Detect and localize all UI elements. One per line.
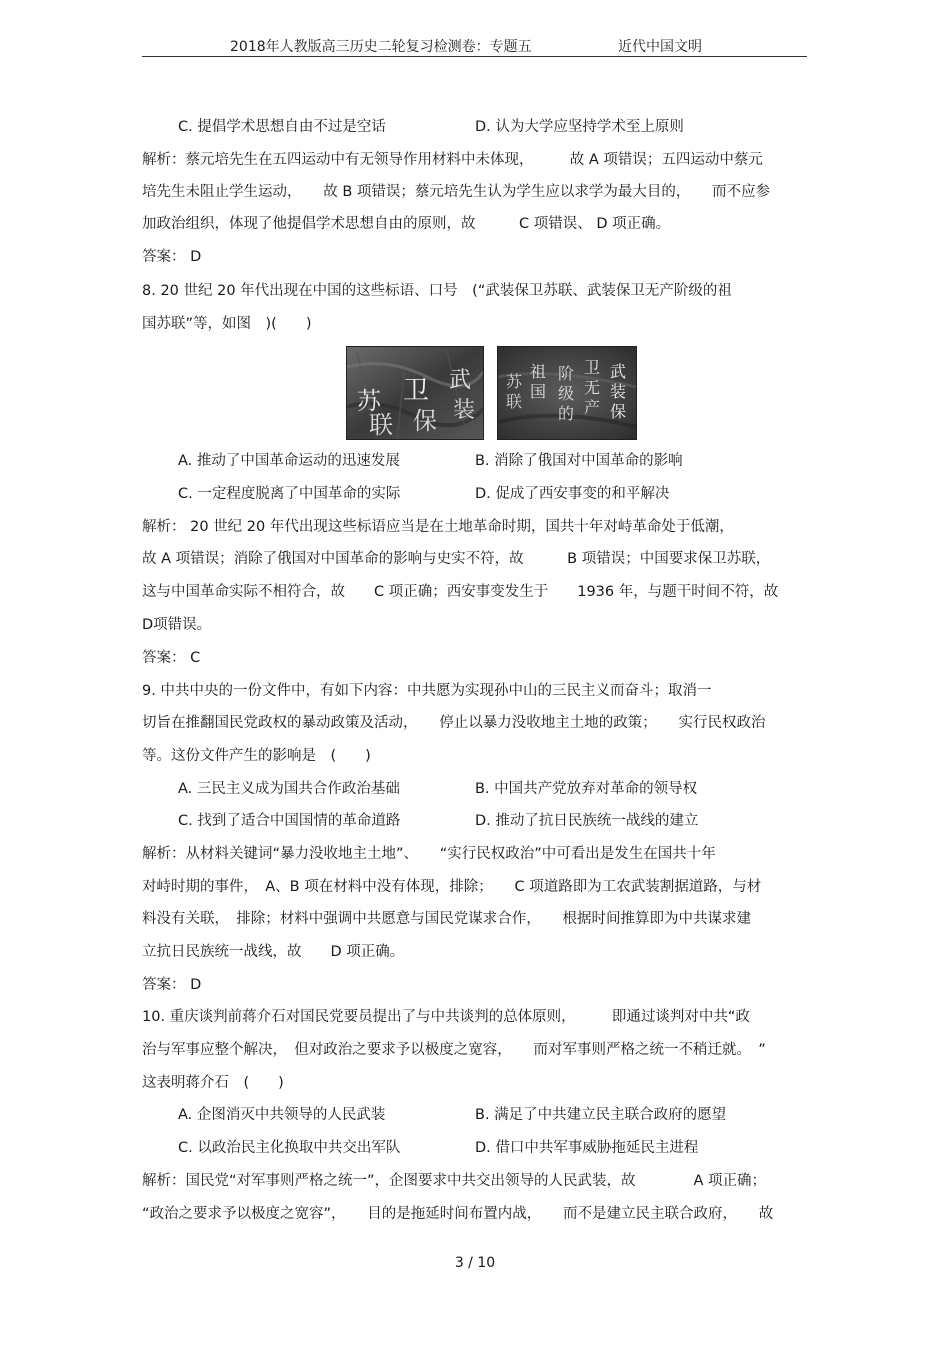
q10-stem-line2: 治与军事应整个解决， 但对政治之要求予以极度之宽容， 而对军事则严格之统一不稍迁就。 ” [142, 1042, 766, 1058]
photo-right-char-3: 保 [610, 402, 627, 421]
photo-left-char-4: 保 [413, 407, 437, 435]
q10-explanation-line2: “政治之要求予以极度之宽容”， 目的是拖延时间布置内战， 而不是建立民主联合政府， 故 [142, 1206, 774, 1222]
photo-right-char-2: 装 [610, 382, 627, 401]
photo-left-char-3: 卫 [403, 376, 430, 406]
q8-explanation-line3: 这与中国革命实际不相符合，故 C 项正确；西安事变发生于 1936 年，与题干时间不符，故 [142, 584, 779, 600]
q8-explanation-line2: 故 A 项错误；消除了俄国对中国革命的影响与史实不符，故 B 项错误；中国要求保卫苏联， [142, 551, 771, 567]
q8-option-d: D. 促成了西安事变的和平解决 [475, 486, 670, 502]
q10-option-b: B. 满足了中共建立民主联合政府的愿望 [475, 1107, 727, 1123]
q8-option-a: A. 推动了中国革命运动的迅速发展 [178, 453, 400, 469]
q10-stem-line1: 10. 重庆谈判前蒋介石对国民党要员提出了与中共谈判的总体原则， 即通过谈判对中共“政 [142, 1009, 750, 1025]
photo-right-char-5: 无 [584, 378, 601, 397]
photo-right-char-10: 祖 [530, 362, 547, 381]
q9-option-d: D. 推动了抗日民族统一战线的建立 [475, 813, 699, 829]
photo-right-char-1: 武 [610, 362, 627, 381]
q7-explanation-line3: 加政治组织，体现了他提倡学术思想自由的原则，故 C 项错误、 D 项正确。 [142, 216, 671, 232]
q8-stem-line2: 国苏联”等，如图 )( ) [142, 316, 312, 332]
q9-option-a: A. 三民主义成为国共合作政治基础 [178, 781, 400, 797]
photo-left-char-1: 苏 [357, 387, 381, 415]
q9-stem-line2: 切旨在推翻国民党政权的暴动政策及活动， 停止以暴力没收地主土地的政策； 实行民权政治 [142, 715, 766, 731]
q9-answer: 答案： D [142, 977, 202, 993]
photo-right-char-13: 联 [506, 392, 523, 411]
photo-right-char-9: 的 [558, 404, 575, 423]
q9-explanation-line1: 解析：从材料关键词“暴力没收地主土地”、 “实行民权政治”中可看出是发生在国共十年 [142, 846, 716, 862]
q7-answer: 答案： D [142, 249, 202, 265]
q10-stem-line3: 这表明蒋介石 ( ) [142, 1075, 284, 1091]
photo-left-char-5: 武 [449, 368, 472, 393]
q10-option-d: D. 借口中共军事威胁拖延民主进程 [475, 1140, 699, 1156]
header-title: 2018年人教版高三历史二轮复习检测卷：专题五 [230, 39, 532, 55]
q8-answer: 答案： C [142, 650, 201, 666]
q9-stem-line3: 等。这份文件产生的影响是 ( ) [142, 748, 371, 764]
q9-option-b: B. 中国共产党放弃对革命的领导权 [475, 781, 698, 797]
q7-explanation-line2: 培先生未阻止学生运动， 故 B 项错误；蔡元培先生认为学生应以求学为最大目的， 而不应参 [142, 184, 771, 200]
photo-right-char-11: 国 [530, 382, 547, 401]
page-number: 3 / 10 [454, 1255, 496, 1271]
photo-right-char-12: 苏 [506, 372, 523, 391]
page-header [142, 28, 807, 57]
photo-left-char-2: 联 [369, 411, 393, 439]
q8-stem-line1: 8. 20 世纪 20 年代出现在中国的这些标语、口号 (“武装保卫苏联、武装保卫无产阶级的祖 [142, 283, 732, 299]
q9-stem-line1: 9. 中共中央的一份文件中，有如下内容：中共愿为实现孙中山的三民主义而奋斗；取消一 [142, 683, 712, 699]
q7-explanation-line1: 解析：蔡元培先生在五四运动中有无领导作用材料中未体现， 故 A 项错误；五四运动中蔡元 [142, 152, 763, 168]
q9-explanation-line2: 对峙时期的事件， A、B 项在材料中没有体现，排除； C 项道路即为工农武装割据道路，与材 [142, 879, 762, 895]
q8-explanation-line1: 解析： 20 世纪 20 年代出现这些标语应当是在土地革命时期，国共十年对峙革命处于低潮， [142, 519, 734, 535]
photo-right-char-4: 卫 [584, 358, 601, 377]
q10-option-c: C. 以政治民主化换取中共交出军队 [178, 1140, 401, 1156]
q7-option-c: C. 提倡学术思想自由不过是空话 [178, 119, 386, 135]
q7-option-d: D. 认为大学应坚持学术至上原则 [475, 119, 684, 135]
q9-option-c: C. 找到了适合中国国情的革命道路 [178, 813, 401, 829]
slogan-photo-right [497, 346, 637, 440]
q10-option-a: A. 企图消灭中共领导的人民武装 [178, 1107, 386, 1123]
photo-right-char-6: 产 [584, 398, 601, 417]
q10-explanation-line1: 解析：国民党“对军事则严格之统一”，企图要求中共交出领导的人民武装，故 A 项正确； [142, 1173, 767, 1189]
photo-left-char-6: 装 [453, 398, 476, 423]
photo-right-char-7: 阶 [558, 364, 575, 383]
q9-explanation-line4: 立抗日民族统一战线，故 D 项正确。 [142, 944, 405, 960]
photo-right-char-8: 级 [558, 384, 575, 403]
q8-option-b: B. 消除了俄国对中国革命的影响 [475, 453, 683, 469]
header-subject: 近代中国文明 [618, 39, 702, 55]
q8-explanation-line4: D项错误。 [142, 617, 212, 633]
q9-explanation-line3: 料没有关联， 排除；材料中强调中共愿意与国民党谋求合作， 根据时间推算即为中共谋求建 [142, 911, 751, 927]
q8-option-c: C. 一定程度脱离了中国革命的实际 [178, 486, 401, 502]
slogan-photo-left [346, 346, 484, 440]
